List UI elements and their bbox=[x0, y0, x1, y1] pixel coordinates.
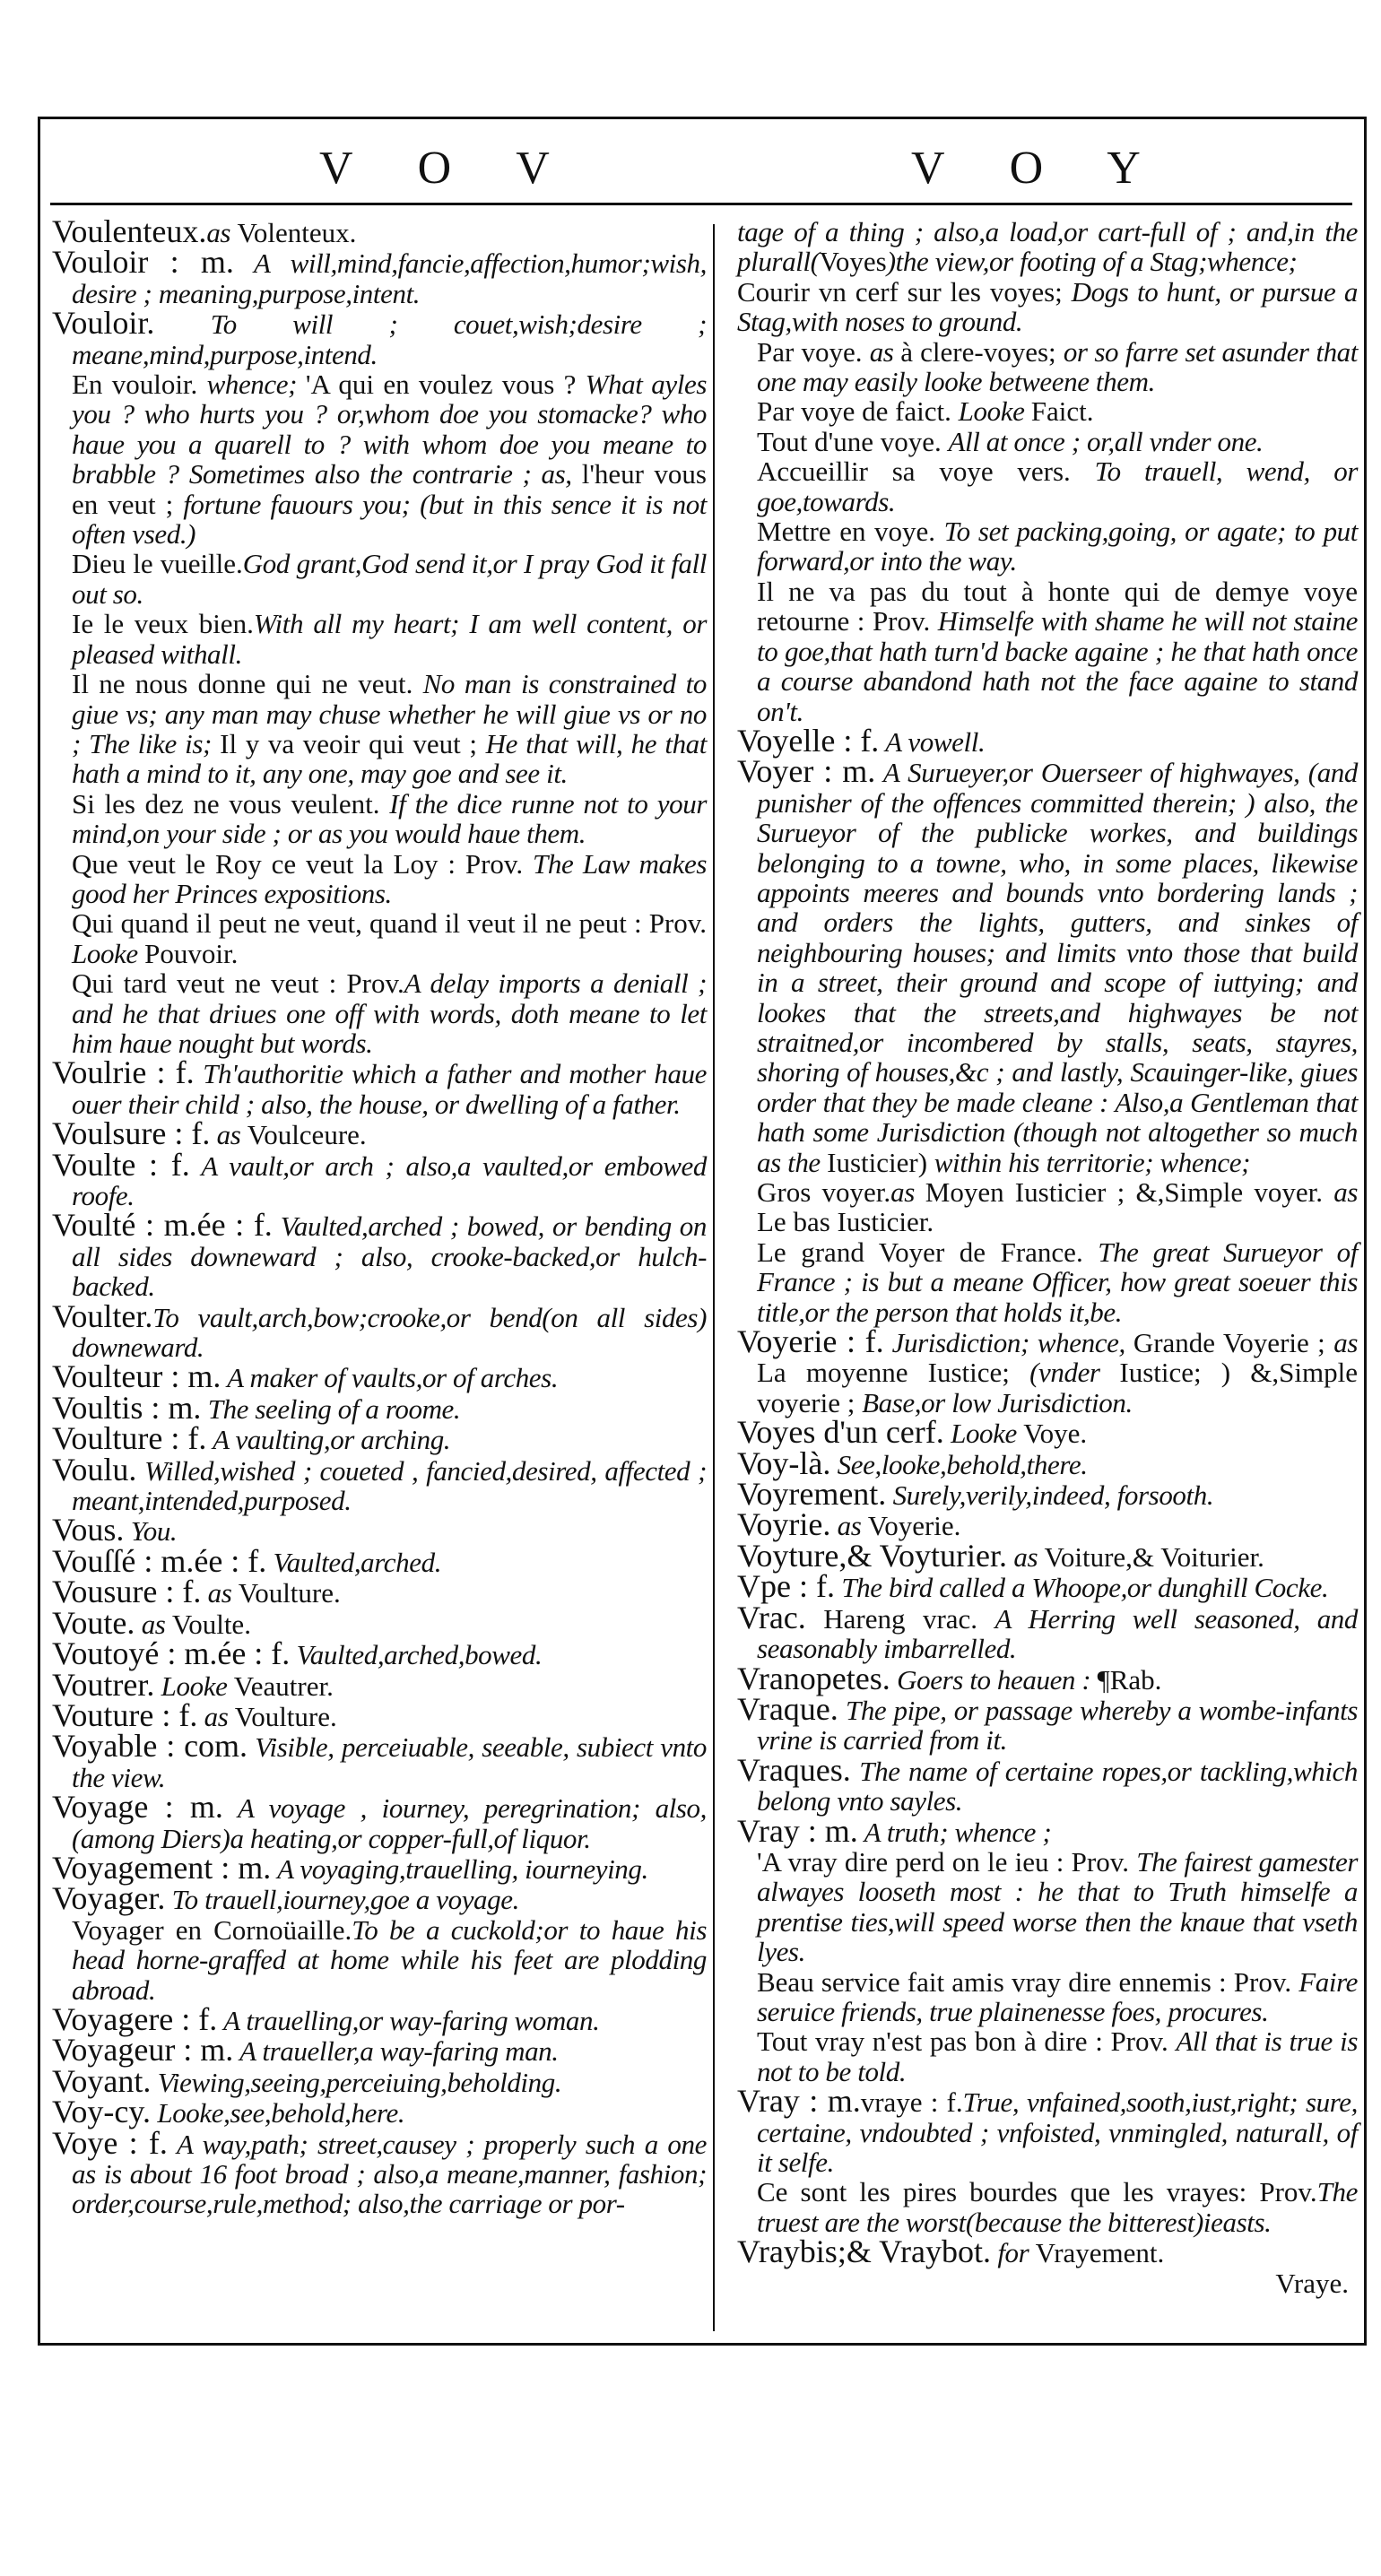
headword: Voyagere : f. bbox=[52, 2000, 218, 2037]
entry-continuation bbox=[737, 217, 1358, 277]
definition-text: A will,mind,fancie,affection,humor;wish, desire ; meaning,purpose,intent. bbox=[72, 247, 707, 309]
dictionary-subentry bbox=[52, 908, 707, 968]
dictionary-entry bbox=[52, 1512, 707, 1548]
french-text: Volenteux. bbox=[237, 217, 357, 248]
french-text: Iusticier) bbox=[827, 1146, 934, 1178]
dictionary-subentry bbox=[52, 968, 707, 1058]
dictionary-entry bbox=[52, 1358, 707, 1395]
headword: Voyture,& Voyturier. bbox=[737, 1537, 1008, 1574]
headword: Voyrement. bbox=[737, 1476, 887, 1513]
definition-text: for bbox=[990, 2237, 1036, 2269]
headword: Voyager. bbox=[52, 1880, 166, 1917]
french-text: Mettre en voye. bbox=[757, 516, 944, 548]
dictionary-entry bbox=[52, 2062, 707, 2099]
dictionary-entry bbox=[737, 1690, 1358, 1756]
definition-text: as bbox=[135, 1608, 172, 1640]
definition-text: To vault,arch,bow;crooke,or bend(on all sides) downeward. bbox=[72, 1301, 707, 1364]
dictionary-entry bbox=[737, 1537, 1358, 1574]
definition-text: The name of certaine ropes,or tackling,which belong vnto sayles. bbox=[757, 1755, 1358, 1817]
french-text: Le grand Voyer de France. bbox=[757, 1236, 1099, 1268]
definition-text: as bbox=[1333, 1327, 1358, 1359]
definition-text: To set packing,going, or agate; to put forward,or into the way. bbox=[757, 516, 1358, 577]
definition-text: No man is constrained to giue vs; any man may chuse whether he will giue vs or no ; The like is; bbox=[72, 668, 707, 759]
french-text: Il ne nous donne qui ne veut. bbox=[72, 668, 423, 700]
definition-text: All that is true is not to be told. bbox=[757, 2025, 1359, 2087]
definition-text: Th'authoritie which a father and mother haue ouer their child ; also, the house, or dwelling of a father. bbox=[72, 1058, 708, 1120]
dictionary-entry bbox=[52, 1389, 707, 1426]
headword: Voyageur : m. bbox=[52, 2032, 234, 2069]
definition-text: The fairest gamester alwayes looseth most : he that to Truth himselfe a prentise ties,will speed worse then the knaue that vseth lyes. bbox=[757, 1845, 1358, 1968]
french-text: Le bas Iusticier. bbox=[757, 1206, 934, 1238]
french-text: Tout d'une voye. bbox=[757, 425, 949, 457]
definition-text: Surely,verily,indeed, forsooth. bbox=[886, 1479, 1214, 1512]
headword: Voutoyé : m.ée : f. bbox=[52, 1635, 291, 1672]
dictionary-entry bbox=[737, 1812, 1358, 1849]
definition-text: A vaulting,or arching. bbox=[206, 1424, 451, 1456]
definition-text: To be a cuckold;or to haue his head horne-graffed at home while his feet are plodding abroad. bbox=[72, 1913, 707, 2006]
french-text: 'A vray dire perd on le ieu : Prov. bbox=[757, 1845, 1137, 1878]
definition-text: True, vnfained,sooth,iust,right; sure, certaine, vndoubted ; vnfoisted, vnmingled, naturall, of it selfe. bbox=[757, 2086, 1359, 2178]
definition-text: A truth; whence ; bbox=[857, 1816, 1052, 1848]
definition-text: tage of a thing ; also,a load,or cart-full of ; and,in the plurall( bbox=[737, 216, 1358, 278]
headword: Voye : f. bbox=[52, 2124, 168, 2161]
definition-text: Dogs to hunt, or pursue a Stag,with noses to ground. bbox=[737, 275, 1358, 338]
definition-text: within his territorie; whence; bbox=[934, 1146, 1250, 1178]
dictionary-entry bbox=[737, 1323, 1358, 1418]
french-text: Accueillir sa voye vers. bbox=[757, 455, 1095, 488]
dictionary-entry bbox=[737, 2083, 1359, 2178]
definition-text: The truest are the worst(because the bitterest)ieasts. bbox=[757, 2176, 1358, 2238]
headword: Voulter. bbox=[52, 1297, 153, 1334]
headword: Vraybis;& Vraybot. bbox=[737, 2233, 991, 2270]
dictionary-entry bbox=[737, 2233, 1358, 2270]
definition-text: With all my heart; I am well content, or pleased withall. bbox=[72, 608, 708, 670]
french-text: Ce sont les pires bourdes que les vrayes: Prov. bbox=[757, 2176, 1317, 2208]
definition-text: Vaulted,arched ; bowed, or bending on all sides downeward ; also, crooke-backed,or hulch-backed. bbox=[72, 1210, 707, 1303]
headword: Voyant. bbox=[52, 2062, 152, 2099]
definition-text: See,looke,behold,there. bbox=[830, 1448, 1088, 1480]
definition-text: as bbox=[206, 217, 238, 248]
definition-text: God grant,God send it,or I pray God it fall out so. bbox=[72, 548, 707, 610]
definition-text: The great Surueyor of France ; is but a meane Officer, how great soeuer this title,or the person that holds it,be. bbox=[757, 1236, 1358, 1328]
dictionary-subentry bbox=[52, 549, 707, 609]
dictionary-subentry bbox=[737, 2026, 1358, 2086]
french-text: Hareng vrac. bbox=[805, 1602, 995, 1635]
french-text: Ie le veux bien. bbox=[72, 608, 254, 640]
french-text: Voyager en Cornoüaille. bbox=[72, 1913, 352, 1946]
french-text: Qui tard veut ne veut : Prov. bbox=[72, 967, 404, 1000]
french-text: Beau service fait amis vray dire ennemis : Prov. bbox=[757, 1965, 1299, 1998]
french-text: Voulceure. bbox=[247, 1119, 367, 1151]
dictionary-entry bbox=[52, 1635, 707, 1672]
page-header bbox=[50, 117, 1352, 205]
dictionary-entry bbox=[52, 2094, 707, 2130]
french-text: Veautrer. bbox=[233, 1670, 334, 1702]
french-text: Voulte. bbox=[171, 1608, 251, 1640]
french-text: Que veut le Roy ce veut la Loy : Prov. bbox=[72, 847, 534, 880]
dictionary-subentry bbox=[52, 1915, 707, 2005]
definition-text: A vowell. bbox=[879, 725, 986, 758]
definition-text: Jurisdiction; whence, bbox=[883, 1327, 1133, 1359]
headword: Voyable : com. bbox=[52, 1728, 248, 1765]
headword: Voyage : m. bbox=[52, 1789, 223, 1826]
headword: Vous. bbox=[52, 1512, 125, 1548]
definition-text: Looke bbox=[958, 395, 1031, 428]
definition-text: as bbox=[201, 1577, 239, 1609]
dictionary-entry bbox=[737, 1568, 1358, 1605]
french-text: Voyerie. bbox=[867, 1510, 961, 1542]
headword: Voyelle : f. bbox=[737, 722, 880, 759]
dictionary-subentry bbox=[52, 609, 707, 669]
headword: Vraque. bbox=[737, 1690, 838, 1727]
headword: Vpe : f. bbox=[737, 1568, 835, 1605]
definition-text: A delay imports a deniall ; and he that driues one off with words, doth meane to let him haue nought but words. bbox=[72, 967, 707, 1059]
dictionary-subentry bbox=[737, 1237, 1358, 1327]
headword: Vranopetes. bbox=[737, 1660, 890, 1696]
french-text: Voiture,& Voiturier. bbox=[1044, 1540, 1264, 1573]
definition-text: A traueller,a way-faring man. bbox=[233, 2035, 559, 2068]
french-text: Faict. bbox=[1030, 395, 1094, 428]
definition-text: Willed,wished ; coueted , fancied,desired, affected ; meant,intended,purposed. bbox=[72, 1454, 707, 1517]
definition-text: Visible, perceiuable, seeable, subiect vnto the view. bbox=[72, 1731, 707, 1793]
french-text: Dieu le vueille. bbox=[72, 548, 243, 580]
headword: Vray : m. bbox=[737, 1812, 858, 1849]
entry-continuation bbox=[737, 277, 1358, 337]
definition-text: If the dice runne not to your mind,on your side ; or as you would haue them. bbox=[72, 787, 707, 850]
dictionary-entry bbox=[52, 1696, 707, 1733]
headword: Voulenteux. bbox=[52, 213, 207, 249]
dictionary-subentry bbox=[737, 1967, 1358, 2027]
french-text: Grande Voyerie ; bbox=[1133, 1327, 1334, 1359]
french-text: Gros voyer. bbox=[757, 1176, 891, 1208]
headword: Voultis : m. bbox=[52, 1389, 202, 1426]
dictionary-entry bbox=[52, 1542, 707, 1579]
french-text: l'heur vous en veut ; bbox=[72, 458, 707, 520]
headword: Vouture : f. bbox=[52, 1696, 198, 1733]
headword: Voyes d'un cerf. bbox=[737, 1414, 944, 1451]
dictionary-entry bbox=[52, 1420, 707, 1457]
french-text: Voye. bbox=[1023, 1418, 1088, 1450]
headword: Voulrie : f. bbox=[52, 1054, 195, 1091]
definition-text: )the view,or footing of a Stag;whence; bbox=[886, 246, 1298, 278]
headword: Voulté : m.ée : f. bbox=[52, 1207, 273, 1244]
definition-text: To trauell, wend, or goe,towards. bbox=[757, 455, 1358, 517]
dictionary-entry bbox=[52, 244, 707, 309]
catchword: Vraye. bbox=[1275, 2267, 1349, 2299]
french-text: Pouvoir. bbox=[144, 937, 239, 969]
french-text: Qui quand il peut ne veut, quand il veut il ne peut : Prov. bbox=[72, 907, 707, 940]
definition-text: Looke bbox=[72, 937, 145, 969]
french-text: Par voye. bbox=[757, 335, 870, 368]
definition-text: (vnder bbox=[1029, 1357, 1120, 1389]
french-text: Il ne va pas du tout à honte qui de demye voye retourne : Prov. bbox=[757, 575, 1358, 637]
french-text: En vouloir. bbox=[72, 369, 207, 401]
definition-text: as bbox=[869, 335, 901, 368]
definition-text: Looke bbox=[943, 1418, 1024, 1450]
french-text: Vrayement. bbox=[1035, 2237, 1165, 2269]
dictionary-subentry bbox=[737, 516, 1358, 577]
headword: Vouloir. bbox=[52, 305, 155, 342]
dictionary-entry bbox=[52, 1880, 707, 1917]
headword: Voulsure : f. bbox=[52, 1115, 211, 1152]
french-text: Voyes bbox=[819, 246, 887, 278]
definition-text: Looke,see,behold,here. bbox=[151, 2097, 405, 2129]
headword: Vousure : f. bbox=[52, 1574, 202, 1610]
dictionary-entry bbox=[52, 1666, 707, 1703]
definition-text: A vault,or arch ; also,a vaulted,or embowed roofe. bbox=[72, 1149, 707, 1211]
dictionary-subentry bbox=[737, 2177, 1358, 2237]
dictionary-entry bbox=[737, 722, 1358, 759]
french-text: Voulture. bbox=[234, 1700, 337, 1732]
column-divider bbox=[713, 224, 715, 2331]
definition-text: Vaulted,arched,bowed. bbox=[290, 1639, 543, 1671]
definition-text: as bbox=[890, 1176, 925, 1208]
dictionary-entry bbox=[52, 1297, 707, 1364]
french-text: Iustice; ) &,Simple voyerie ; bbox=[757, 1357, 1358, 1418]
dictionary-entry bbox=[52, 1574, 707, 1610]
headword: Voy-là. bbox=[737, 1444, 831, 1481]
definition-text: Base,or low Jurisdiction. bbox=[862, 1386, 1133, 1418]
dictionary-entry bbox=[52, 1115, 707, 1152]
dictionary-entry bbox=[737, 1476, 1358, 1513]
french-text: ¶Rab. bbox=[1097, 1663, 1162, 1696]
dictionary-entry bbox=[737, 753, 1359, 1178]
dictionary-entry bbox=[52, 1207, 707, 1303]
definition-text: Faire seruice friends, true plainenesse foes, procures. bbox=[757, 1965, 1358, 2027]
running-head-left: V O V bbox=[319, 143, 577, 194]
french-text: Il y va veoir qui veut ; bbox=[220, 727, 486, 759]
dictionary-subentry bbox=[52, 849, 707, 909]
dictionary-entry bbox=[52, 1451, 707, 1517]
definition-text: A way,path; street,causey ; properly such a one as is about 16 foot broad ; also,a meane,manner, fashion; order,course,rule,method; also,the carriage or por- bbox=[72, 2128, 707, 2220]
dictionary-entry bbox=[52, 1054, 708, 1120]
headword: Vray : m. bbox=[737, 2083, 861, 2120]
dictionary-subentry bbox=[737, 427, 1358, 456]
definition-text: All at once ; or,all vnder one. bbox=[948, 425, 1264, 457]
dictionary-entry bbox=[737, 1444, 1358, 1481]
headword: Vrac. bbox=[737, 1599, 806, 1635]
dictionary-entry bbox=[737, 1599, 1359, 1665]
definition-text: A voyage , iourney, peregrination; also, (among Diers)a heating,or copper-full,of liquor. bbox=[72, 1792, 707, 1854]
definition-text: To trauell,iourney,goe a voyage. bbox=[165, 1884, 519, 1916]
french-text: La moyenne Iustice; bbox=[757, 1357, 1030, 1389]
definition-text: fortune fauours you; (but in this sence it is not often vsed.) bbox=[72, 488, 708, 551]
headword: Voyerie : f. bbox=[737, 1323, 884, 1360]
headword: Voutrer. bbox=[52, 1666, 155, 1703]
definition-text: Goers to heauen : bbox=[890, 1663, 1098, 1696]
dictionary-entry bbox=[52, 2000, 707, 2037]
dictionary-subentry bbox=[52, 789, 707, 849]
headword: Vouloir : m. bbox=[52, 244, 234, 281]
headword: Voulte : f. bbox=[52, 1146, 190, 1183]
definition-text: as bbox=[830, 1510, 868, 1542]
definition-text: Vaulted,arched. bbox=[266, 1546, 442, 1578]
headword: Voyer : m. bbox=[737, 753, 876, 790]
definition-text: Viewing,seeing,perceiuing,beholding. bbox=[151, 2066, 562, 2098]
definition-text: The pipe, or passage whereby a wombe-infants vrine is carried from it. bbox=[757, 1694, 1358, 1756]
dictionary-entry bbox=[52, 213, 707, 249]
french-text: Si les dez ne vous veulent. bbox=[72, 787, 390, 820]
dictionary-entry bbox=[737, 1414, 1358, 1451]
left-column bbox=[52, 213, 708, 2220]
dictionary-entry bbox=[52, 1849, 707, 1886]
definition-text: whence; bbox=[206, 369, 306, 401]
definition-text: The bird called a Whoope,or dunghill Cocke. bbox=[834, 1572, 1329, 1604]
definition-text: as bbox=[1007, 1540, 1045, 1573]
french-text: vraye : f. bbox=[860, 2086, 963, 2119]
french-text: Tout vray n'est pas bon à dire : Prov. bbox=[757, 2025, 1177, 2058]
definition-text: You. bbox=[124, 1515, 178, 1548]
definition-text: A voyaging,trauelling, iourneying. bbox=[271, 1852, 648, 1885]
definition-text: A Herring well seasoned, and seasonably imbarrelled. bbox=[757, 1602, 1359, 1665]
french-text: Voulture. bbox=[238, 1577, 341, 1609]
dictionary-entry bbox=[52, 2124, 707, 2220]
dictionary-entry bbox=[52, 1728, 707, 1793]
right-column bbox=[737, 217, 1358, 2298]
definition-text: or so farre set asunder that one may easily looke betweene them. bbox=[757, 335, 1358, 398]
dictionary-entry bbox=[52, 1146, 707, 1211]
definition-text: as bbox=[197, 1700, 235, 1732]
dictionary-entry bbox=[737, 1506, 1358, 1543]
french-text: Moyen Iusticier ; &,Simple voyer. bbox=[925, 1176, 1334, 1208]
definition-text: as bbox=[1333, 1176, 1359, 1208]
headword: Vraques. bbox=[737, 1751, 851, 1788]
definition-text: To will ; couet,wish;desire ; meane,mind,purpose,intend. bbox=[72, 308, 707, 370]
french-text: à clere-voyes; bbox=[900, 335, 1064, 368]
definition-text: He that will, he that hath a mind to it, any one, may goe and see it. bbox=[72, 727, 707, 790]
definition-text: What ayles you ? who hurts you ? or,whom doe you stomacke? who haue you a quarell to ? with whom doe you meane to brabble ? Sometimes also the contrarie ; as, bbox=[72, 369, 707, 490]
dictionary-entry bbox=[52, 1789, 707, 1854]
dictionary-subentry bbox=[737, 396, 1358, 426]
headword: Voyagement : m. bbox=[52, 1849, 272, 1886]
dictionary-subentry bbox=[737, 577, 1358, 726]
definition-text: Looke bbox=[154, 1670, 234, 1702]
definition-text: A trauelling,or way-faring woman. bbox=[217, 2004, 600, 2036]
dictionary-entry bbox=[52, 305, 707, 370]
headword: Voulteur : m. bbox=[52, 1358, 221, 1395]
french-text: Par voye de faict. bbox=[757, 395, 959, 428]
dictionary-subentry bbox=[737, 1177, 1358, 1237]
french-text: 'A qui en voulez vous ? bbox=[305, 369, 586, 401]
dictionary-entry bbox=[52, 1604, 707, 1641]
dictionary-entry bbox=[52, 2032, 707, 2069]
running-head-right: V O Y bbox=[911, 143, 1168, 194]
headword: Voyrie. bbox=[737, 1506, 831, 1543]
dictionary-subentry bbox=[737, 1847, 1358, 1967]
headword: Vouſſé : m.ée : f. bbox=[52, 1542, 267, 1579]
definition-text: A Surueyer,or Ouerseer of highwayes, (and punisher of the offences committed therein; ) also, the Surueyor of the publicke workes, and buildings belonging to a towne, who, in some places, likewise appoints meeres and bounds vnto bordering lands ; and orders the lights, gutters, and sinkes of neighbouring houses; and limits vnto those that build in a street, their ground and scope of iuttying; and lookes that the streets,and highwayes be not straitned,or incombered by stalls, seats, stayres, shoring of houses,&c ; and lastly, Scauinger-like, giues order that they be made cleane : Also,a Gentleman that hath some Jurisdiction (though not altogether so much as the bbox=[757, 757, 1359, 1178]
definition-text: Himselfe with shame he will not staine to goe,that hath turn'd backe againe ; he that hath once a course abandond hath not the face againe to stand on't. bbox=[757, 605, 1358, 727]
dictionary-entry bbox=[737, 1751, 1358, 1817]
dictionary-subentry bbox=[737, 337, 1358, 397]
definition-text: The Law makes good her Princes expositions. bbox=[72, 847, 708, 909]
headword: Voy-cy. bbox=[52, 2094, 151, 2130]
dictionary-entry bbox=[737, 1660, 1358, 1696]
french-text: Courir vn cerf sur les voyes; bbox=[737, 275, 1072, 308]
definition-text: A maker of vaults,or of arches. bbox=[221, 1362, 559, 1394]
headword: Voulu. bbox=[52, 1451, 137, 1487]
dictionary-subentry bbox=[737, 456, 1358, 516]
dictionary-subentry bbox=[52, 369, 707, 549]
definition-text: as bbox=[210, 1119, 248, 1151]
headword: Voute. bbox=[52, 1604, 135, 1641]
definition-text: The seeling of a roome. bbox=[201, 1392, 461, 1425]
dictionary-subentry bbox=[52, 669, 707, 789]
headword: Voulture : f. bbox=[52, 1420, 207, 1457]
